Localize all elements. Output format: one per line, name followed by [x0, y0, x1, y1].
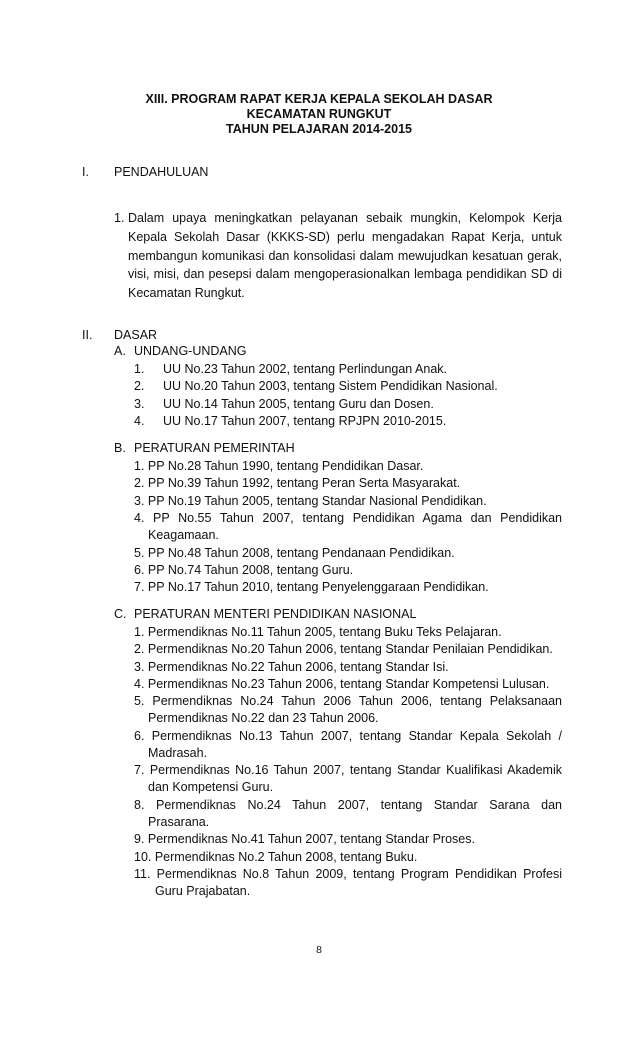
list-item-number: 1.: [134, 362, 145, 376]
list-item-continuation: Keagamaan.: [148, 528, 219, 542]
list-item: UU No.14 Tahun 2005, tentang Guru dan Dosen.: [163, 397, 434, 411]
section-2-number: II.: [82, 328, 93, 342]
list-item: 6. Permendiknas No.13 Tahun 2007, tentang Standar Kepala Sekolah /: [134, 729, 562, 743]
list-item-continuation: Madrasah.: [148, 746, 208, 760]
document-title-line-3: TAHUN PELAJARAN 2014-2015: [226, 122, 412, 136]
list-item: 11. Permendiknas No.8 Tahun 2009, tentang Program Pendidikan Profesi: [134, 867, 562, 881]
list-item: 5. Permendiknas No.24 Tahun 2006 Tahun 2006, tentang Pelaksanaan: [134, 694, 562, 708]
subsection-a-heading: UNDANG-UNDANG: [134, 344, 247, 358]
list-item-continuation: Guru Prajabatan.: [155, 884, 251, 898]
list-item: 7. Permendiknas No.16 Tahun 2007, tentang Standar Kualifikasi Akademik: [134, 763, 562, 777]
section-1-heading: PENDAHULUAN: [114, 165, 209, 179]
subsection-c-heading: PERATURAN MENTERI PENDIDIKAN NASIONAL: [134, 607, 417, 621]
subsection-c-label: C.: [114, 607, 127, 621]
list-item: 5. PP No.48 Tahun 2008, tentang Pendanaan Pendidikan.: [134, 546, 455, 560]
subsection-b-heading: PERATURAN PEMERINTAH: [134, 441, 295, 455]
list-item: 4. PP No.55 Tahun 2007, tentang Pendidikan Agama dan Pendidikan: [134, 511, 562, 525]
list-item: 2. PP No.39 Tahun 1992, tentang Peran Serta Masyarakat.: [134, 476, 461, 490]
subsection-a-label: A.: [114, 344, 126, 358]
section-1-paragraph-line: visi, misi, dan pesepsi dalam mengoperasionalkan lembaga pendidikan SD di: [128, 267, 562, 281]
list-item: UU No.20 Tahun 2003, tentang Sistem Pendidikan Nasional.: [163, 379, 498, 393]
section-1-paragraph-line: Dalam upaya meningkatkan pelayanan sebaik mungkin, Kelompok Kerja: [128, 211, 562, 225]
list-item-number: 2.: [134, 379, 145, 393]
section-1-paragraph-line: membangun komunikasi dan konsolidasi dalam mewujudkan kesatuan gerak,: [128, 249, 562, 263]
subsection-b-label: B.: [114, 441, 126, 455]
list-item: 7. PP No.17 Tahun 2010, tentang Penyelenggaraan Pendidikan.: [134, 580, 489, 594]
section-1-number: I.: [82, 165, 89, 179]
list-item: 1. Permendiknas No.11 Tahun 2005, tentang Buku Teks Pelajaran.: [134, 625, 502, 639]
list-item-continuation: Prasarana.: [148, 815, 210, 829]
list-item: UU No.17 Tahun 2007, tentang RPJPN 2010-2015.: [163, 414, 447, 428]
list-item: 3. PP No.19 Tahun 2005, tentang Standar Nasional Pendidikan.: [134, 494, 487, 508]
list-item-number: 4.: [134, 414, 145, 428]
list-item-continuation: dan Kompetensi Guru.: [148, 780, 274, 794]
list-item: 9. Permendiknas No.41 Tahun 2007, tentang Standar Proses.: [134, 832, 475, 846]
list-item: 1. PP No.28 Tahun 1990, tentang Pendidikan Dasar.: [134, 459, 424, 473]
list-item: 8. Permendiknas No.24 Tahun 2007, tentang Standar Sarana dan: [134, 798, 562, 812]
list-item: 2. Permendiknas No.20 Tahun 2006, tentang Standar Penilaian Pendidikan.: [134, 642, 553, 656]
list-item: UU No.23 Tahun 2002, tentang Perlindungan Anak.: [163, 362, 448, 376]
list-item-continuation: Permendiknas No.22 dan 23 Tahun 2006.: [148, 711, 379, 725]
section-1-paragraph-line: Kecamatan Rungkut.: [128, 286, 245, 300]
section-2-heading: DASAR: [114, 328, 158, 342]
list-item: 3. Permendiknas No.22 Tahun 2006, tentang Standar Isi.: [134, 660, 449, 674]
section-1-item-number: 1.: [114, 211, 125, 225]
section-1-paragraph-line: Kepala Sekolah Dasar (KKKS-SD) perlu mengadakan Rapat Kerja, untuk: [128, 230, 562, 244]
list-item-number: 3.: [134, 397, 145, 411]
document-title-line-1: XIII. PROGRAM RAPAT KERJA KEPALA SEKOLAH DASAR: [145, 92, 493, 106]
document-title-line-2: KECAMATAN RUNGKUT: [246, 107, 392, 121]
list-item: 6. PP No.74 Tahun 2008, tentang Guru.: [134, 563, 354, 577]
list-item: 10. Permendiknas No.2 Tahun 2008, tentang Buku.: [134, 850, 418, 864]
list-item: 4. Permendiknas No.23 Tahun 2006, tentang Standar Kompetensi Lulusan.: [134, 677, 550, 691]
page-number: 8: [316, 944, 322, 956]
